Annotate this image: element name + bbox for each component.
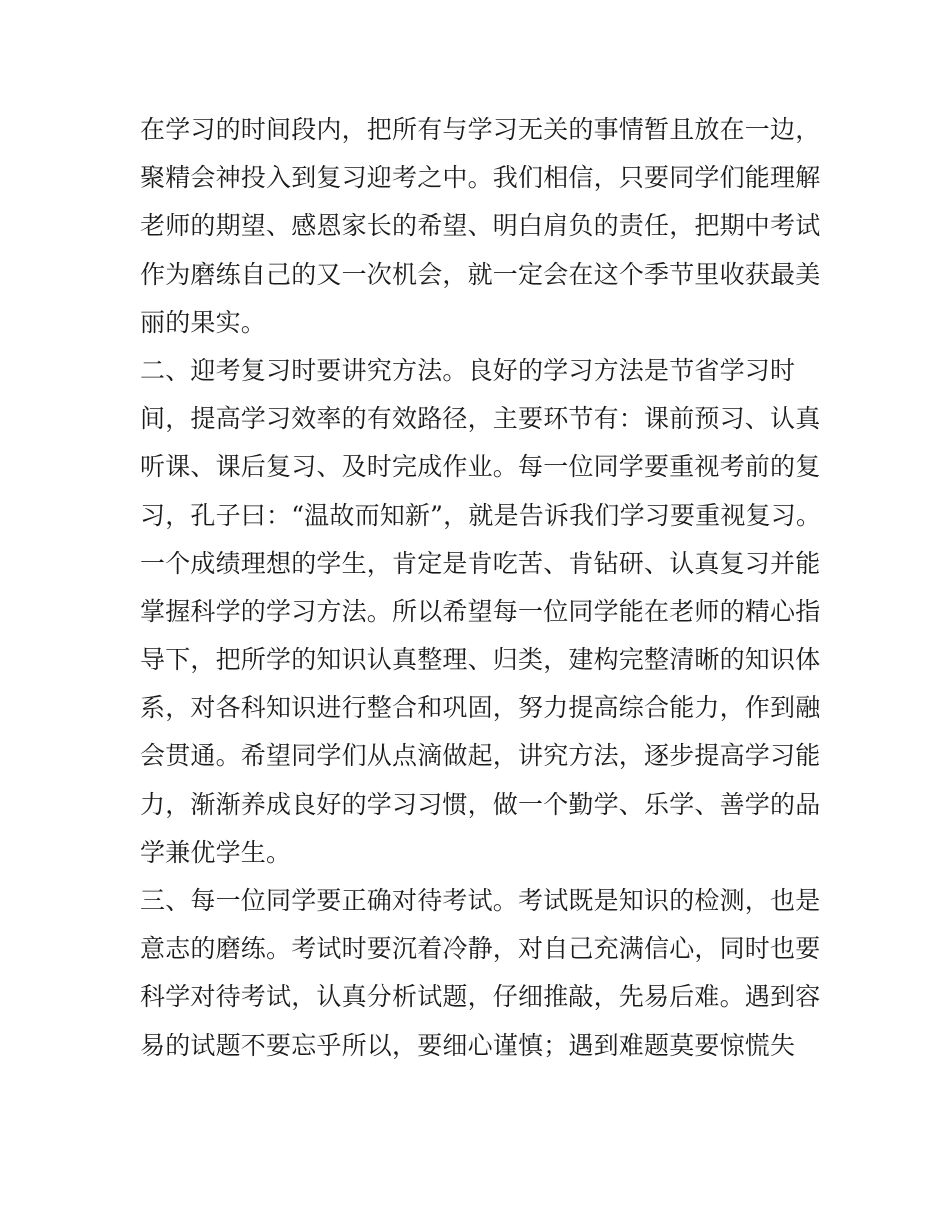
- text-line: 丽的果实。: [140, 307, 267, 337]
- text-line: 会贯通。希望同学们从点滴做起，讲究方法，逐步提高学习能: [140, 741, 821, 771]
- text-line: 作为磨练自己的又一次机会，就一定会在这个季节里收获最美: [140, 259, 821, 289]
- body-text: [140, 106, 820, 1070]
- text-line: 听课、课后复习、及时完成作业。每一位同学要重视考前的复: [140, 452, 821, 482]
- text-line: 掌握科学的学习方法。所以希望每一位同学能在老师的精心指: [140, 596, 821, 626]
- text-line: 一个成绩理想的学生，肯定是肯吃苦、肯钻研、认真复习并能: [140, 548, 821, 578]
- text-line: 意志的磨练。考试时要沉着冷静，对自己充满信心，同时也要: [140, 934, 821, 964]
- text-line: 三、每一位同学要正确对待考试。考试既是知识的检测，也是: [140, 886, 821, 915]
- text-line: 科学对待考试，认真分析试题，仔细推敲，先易后难。遇到容: [140, 982, 821, 1012]
- text-line: 系，对各科知识进行整合和巩固，努力提高综合能力，作到融: [140, 693, 821, 723]
- text-line: 在学习的时间段内，把所有与学习无关的事情暂且放在一边，: [140, 115, 821, 144]
- text-line: 易的试题不要忘乎所以，要细心谨慎；遇到难题莫要惊慌失: [140, 1030, 796, 1060]
- text-line: 学兼优学生。: [140, 837, 292, 867]
- text-line: 间，提高学习效率的有效路径，主要环节有：课前预习、认真: [140, 404, 821, 434]
- text-line: 二、迎考复习时要讲究方法。良好的学习方法是节省学习时: [140, 355, 796, 385]
- text-line: 导下，把所学的知识认真整理、归类，建构完整清晰的知识体: [140, 645, 821, 675]
- text-line: 聚精会神投入到复习迎考之中。我们相信，只要同学们能理解: [140, 163, 821, 193]
- text-line: 习，孔子曰：“温故而知新”，就是告诉我们学习要重视复习。: [140, 500, 822, 530]
- text-line: 力，渐渐养成良好的学习习惯，做一个勤学、乐学、善学的品: [140, 789, 821, 819]
- text-line: 老师的期望、感恩家长的希望、明白肩负的责任，把期中考试: [140, 211, 821, 241]
